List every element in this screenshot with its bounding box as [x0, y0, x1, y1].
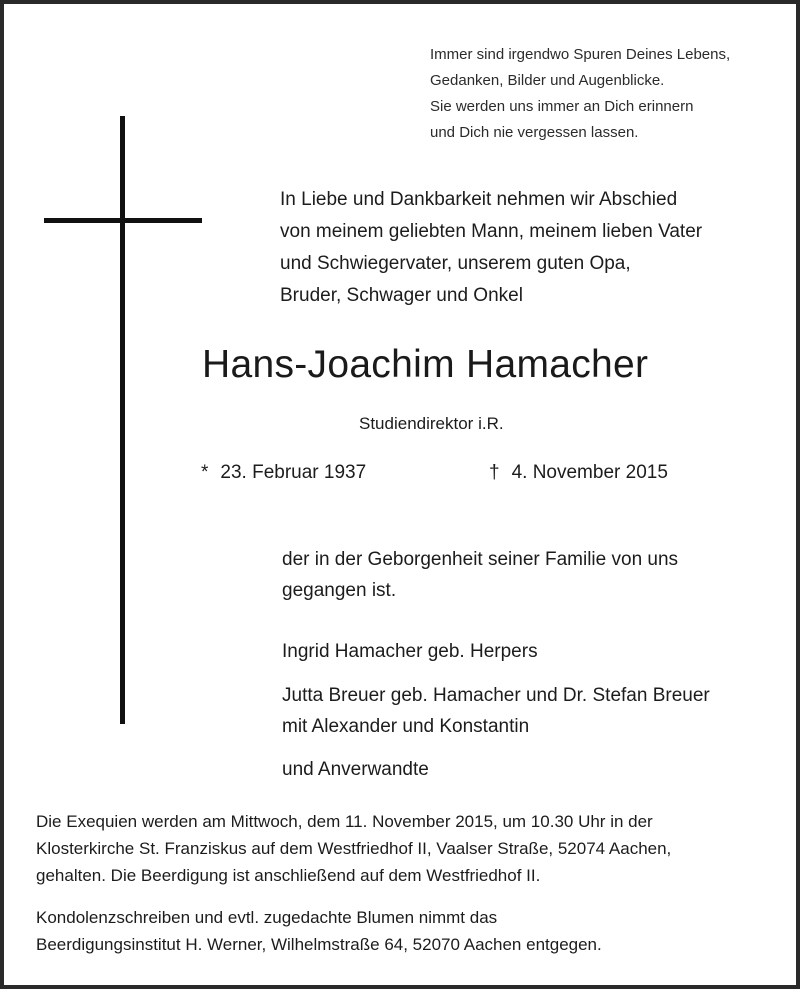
intro-line: und Schwiegervater, unserem guten Opa, [280, 253, 631, 274]
birth-date: 23. Februar 1937 [220, 462, 367, 483]
mourner-line: Jutta Breuer geb. Hamacher und Dr. Stefan Breuer [282, 685, 710, 706]
motto-line: Gedanken, Bilder und Augenblicke. [430, 72, 665, 89]
condolence-line: Beerdigungsinstitut H. Werner, Wilhelmstraße 64, 52070 Aachen entgegen. [36, 935, 602, 954]
mourner-relatives: und Anverwandte [282, 759, 429, 780]
intro-line: In Liebe und Dankbarkeit nehmen wir Abschied [280, 189, 678, 210]
cross-horizontal-bar [44, 218, 202, 223]
condolence-line: Kondolenzschreiben und evtl. zugedachte Blumen nimmt das [36, 908, 498, 927]
mourner-line: mit Alexander und Konstantin [282, 716, 530, 737]
passing-statement [282, 544, 678, 606]
farewell-intro [280, 184, 702, 312]
motto-line: und Dich nie vergessen lassen. [430, 124, 639, 141]
motto-line: Sie werden uns immer an Dich erinnern [430, 98, 694, 115]
service-details [36, 808, 671, 889]
deceased-name: Hans-Joachim Hamacher [202, 343, 649, 386]
deceased-title: Studiendirektor i.R. [359, 414, 504, 433]
service-line: Klosterkirche St. Franziskus auf dem Westfriedhof II, Vaalser Straße, 52074 Aachen, [36, 839, 672, 858]
birth-star-icon: * [201, 462, 209, 483]
intro-line: Bruder, Schwager und Onkel [280, 285, 523, 306]
mourner-children [282, 680, 710, 742]
mourner-wife: Ingrid Hamacher geb. Herpers [282, 641, 538, 662]
motto-line: Immer sind irgendwo Spuren Deines Lebens, [430, 46, 731, 63]
death-date-line [489, 459, 668, 487]
death-dagger-icon: † [489, 462, 500, 483]
service-line: gehalten. Die Beerdigung ist anschließend auf dem Westfriedhof II. [36, 866, 541, 885]
motto-verse [430, 42, 730, 146]
intro-line: von meinem geliebten Mann, meinem lieben Vater [280, 221, 703, 242]
passing-line: gegangen ist. [282, 580, 397, 601]
passing-line: der in der Geborgenheit seiner Familie von uns [282, 549, 679, 570]
death-date: 4. November 2015 [511, 462, 668, 483]
cross-vertical-bar [120, 116, 125, 724]
service-line: Die Exequien werden am Mittwoch, dem 11. November 2015, um 10.30 Uhr in der [36, 812, 653, 831]
condolence-note [36, 904, 602, 958]
birth-date-line [201, 459, 366, 487]
